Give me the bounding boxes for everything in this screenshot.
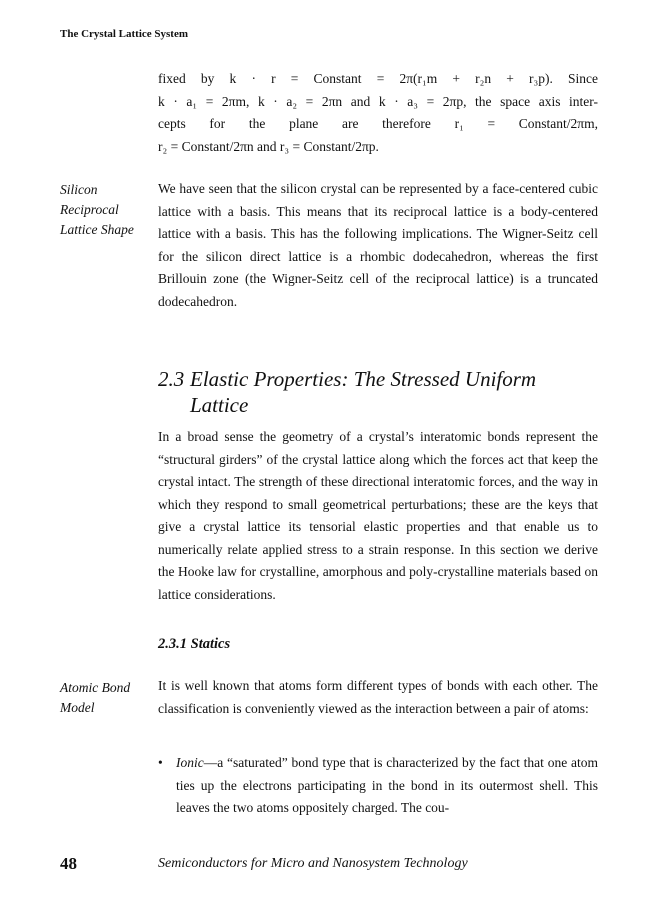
bullet-text: —a “saturated” bond type that is characterized by the fact that one atom ties up the electrons participating in the bond in its outermost shell. This leaves the two atoms oppositely charged. The cou- (176, 755, 598, 815)
atomic-bond-paragraph: It is well known that atoms form different types of bonds with each other. The classification is conveniently viewed as the interaction between a pair of atoms: (158, 678, 598, 716)
silicon-paragraph-block (158, 178, 598, 313)
subsection-number: 2.3.1 (158, 636, 187, 652)
section-title-line1: Elastic Properties: The Stressed Uniform (190, 367, 537, 391)
intro-line-1: fixed by k · r = Constant = 2π(r₁m + r₂n + r₃p). Since (158, 71, 598, 86)
section-title (158, 366, 598, 418)
margin-note-silicon: Silicon Reciprocal Lattice Shape (60, 182, 134, 237)
silicon-paragraph: We have seen that the silicon crystal can be represented by a face-centered cubic lattice with a basis. This means that its reciprocal lattice is a body-centered lattice with a basis. This has the following implications. The Wigner-Seitz cell for the silicon direct lattice is a rhombic dodecahedron, whereas the first Brillouin zone (the Wigner-Seitz cell of the reciprocal lattice) is a truncated dodecahedron. (158, 181, 598, 309)
section-paragraph: In a broad sense the geometry of a crystal’s interatomic bonds represent the “structural girders” of the crystal lattice along which the forces act that keep the crystal intact. The strength of these directional interatomic forces, and the way in which they respond to small geometrical perturbations; these are the keys that give a crystal lattice its tensorial elastic properties and that enable us to numerically relate applied stress to a strain response. In this section we derive the Hooke law for crystalline, amorphous and poly-crystalline materials based on lattice considerations. (158, 429, 598, 602)
intro-line-2: k · a₁ = 2πm, k · a₂ = 2πn and k · a₃ = 2πp, the space axis inter- (158, 93, 598, 109)
section-title-line2: Lattice (190, 393, 249, 417)
page-number: 48 (60, 854, 77, 873)
running-head: The Crystal Lattice System (60, 28, 189, 40)
list-item (158, 752, 598, 820)
atomic-bond-paragraph-block (158, 675, 598, 720)
bullet-text-block (176, 752, 598, 820)
section-paragraph-block (158, 426, 598, 606)
subsection-title (158, 636, 230, 653)
section-number: 2.3 (158, 367, 185, 391)
margin-note-atomic-bond: Atomic Bond Model (60, 680, 131, 715)
intro-line-4: r₂ = Constant/2πn and r₃ = Constant/2πp. (158, 138, 379, 154)
book-title: Semiconductors for Micro and Nanosystem Technology (158, 856, 468, 871)
intro-block (158, 68, 598, 158)
bullet-marker: • (158, 755, 163, 770)
subsection-label: Statics (190, 636, 231, 652)
intro-line-3: cepts for the plane are therefore r₁ = Constant/2πm, (158, 116, 598, 131)
bullet-term: Ionic (176, 755, 204, 770)
